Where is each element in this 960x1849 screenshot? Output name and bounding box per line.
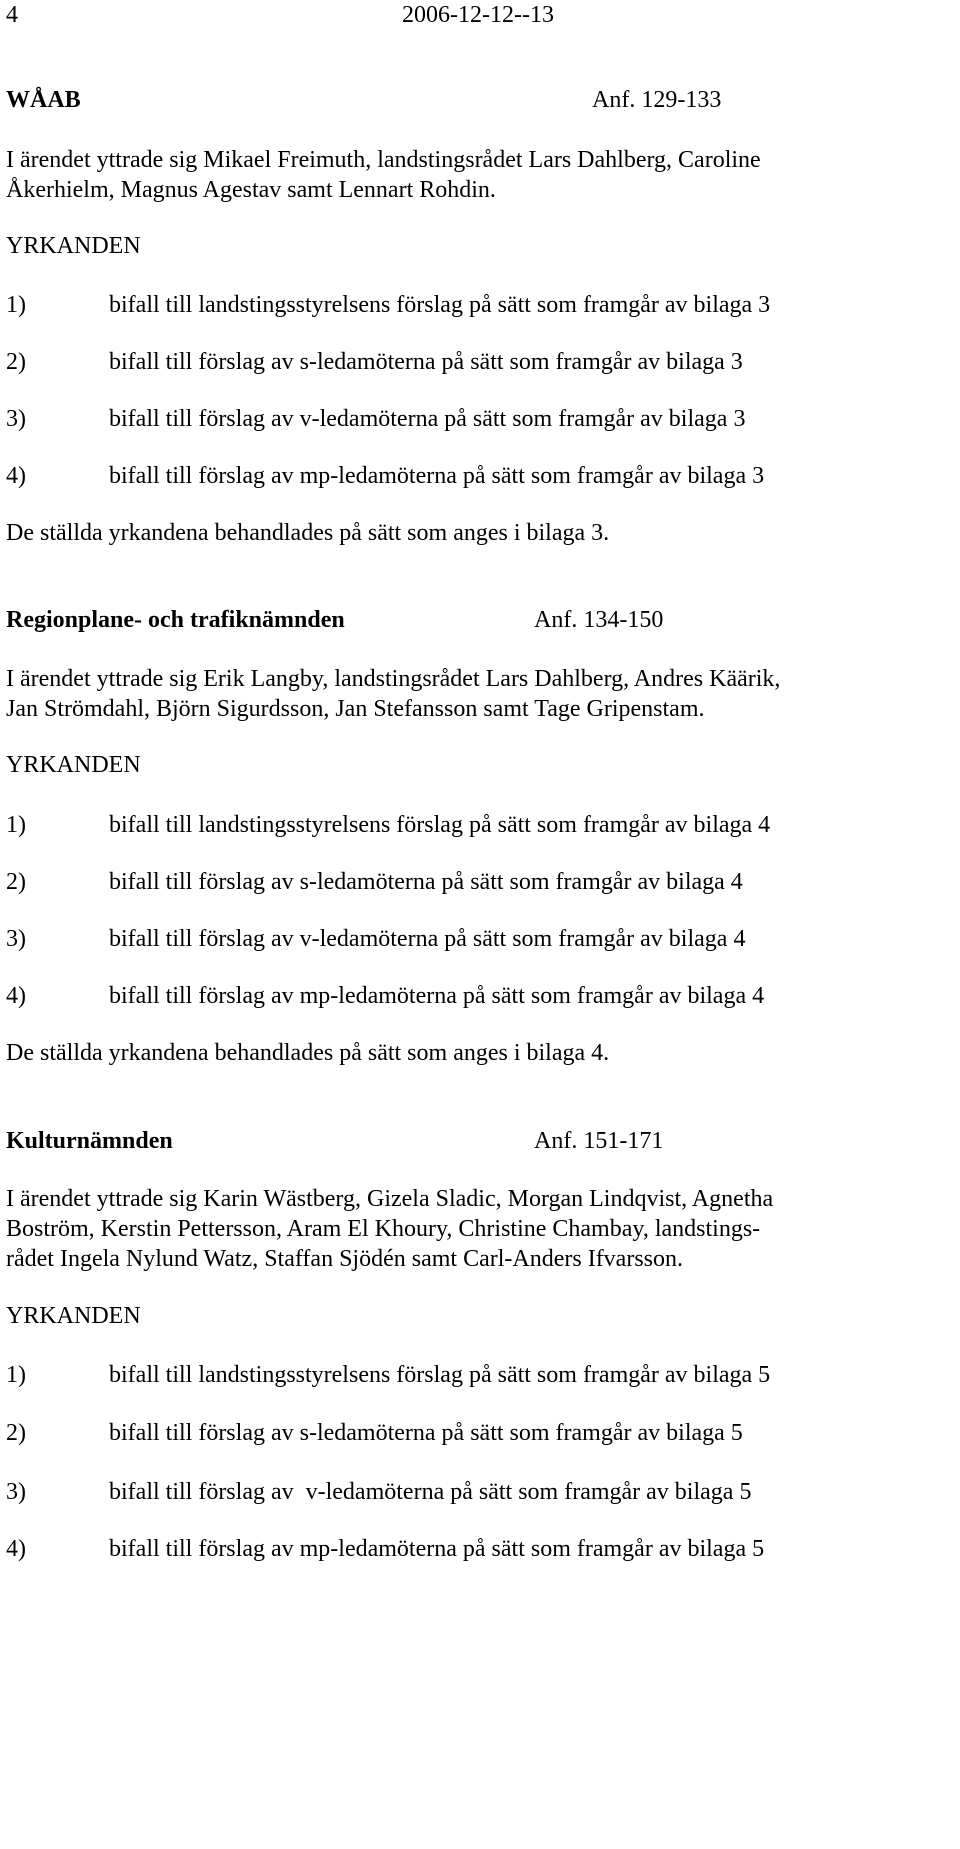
- speakers-line: Åkerhielm, Magnus Agestav samt Lennart Rohdin.: [6, 177, 496, 203]
- item-text: bifall till förslag av mp-ledamöterna på sätt som framgår av bilaga 4: [109, 983, 765, 1009]
- conclusion-text: De ställda yrkandena behandlades på sätt som anges i bilaga 4.: [6, 1040, 610, 1066]
- page-number: 4: [6, 2, 18, 28]
- item-number: 4): [6, 983, 26, 1009]
- item-text: bifall till förslag av mp-ledamöterna på sätt som framgår av bilaga 3: [109, 463, 765, 489]
- speakers-line: I ärendet yttrade sig Mikael Freimuth, landstingsrådet Lars Dahlberg, Caroline: [6, 147, 761, 173]
- yrkanden-heading: YRKANDEN: [6, 233, 141, 259]
- speakers-line: Boström, Kerstin Pettersson, Aram El Khoury, Christine Chambay, landstings-: [6, 1216, 761, 1242]
- item-number: 2): [6, 869, 26, 895]
- speakers-line: Jan Strömdahl, Björn Sigurdsson, Jan Stefansson samt Tage Gripenstam.: [6, 696, 705, 722]
- speakers-line: I ärendet yttrade sig Karin Wästberg, Gizela Sladic, Morgan Lindqvist, Agnetha: [6, 1186, 774, 1212]
- item-text: bifall till landstingsstyrelsens förslag på sätt som framgår av bilaga 5: [109, 1362, 771, 1388]
- item-number: 3): [6, 926, 26, 952]
- item-text: bifall till förslag av s-ledamöterna på sätt som framgår av bilaga 3: [109, 349, 743, 375]
- item-number: 4): [6, 1536, 26, 1562]
- speakers-line: I ärendet yttrade sig Erik Langby, landstingsrådet Lars Dahlberg, Andres Käärik,: [6, 666, 781, 692]
- item-number: 2): [6, 1420, 26, 1446]
- item-text: bifall till förslag av v-ledamöterna på sätt som framgår av bilaga 4: [109, 926, 746, 952]
- item-number: 1): [6, 812, 26, 838]
- anf-reference: Anf. 134-150: [534, 607, 664, 633]
- item-number: 3): [6, 1479, 26, 1505]
- item-number: 1): [6, 292, 26, 318]
- item-text: bifall till landstingsstyrelsens förslag på sätt som framgår av bilaga 4: [109, 812, 771, 838]
- item-number: 2): [6, 349, 26, 375]
- speakers-line: rådet Ingela Nylund Watz, Staffan Sjödén samt Carl-Anders Ifvarsson.: [6, 1246, 684, 1272]
- item-text: bifall till landstingsstyrelsens förslag på sätt som framgår av bilaga 3: [109, 292, 771, 318]
- anf-reference: Anf. 129-133: [592, 87, 722, 113]
- item-number: 4): [6, 463, 26, 489]
- conclusion-text: De ställda yrkandena behandlades på sätt som anges i bilaga 3.: [6, 520, 610, 546]
- document-date: 2006-12-12--13: [402, 2, 554, 28]
- section-title: Kulturnämnden: [6, 1128, 173, 1154]
- yrkanden-heading: YRKANDEN: [6, 752, 141, 778]
- section-title: Regionplane- och trafiknämnden: [6, 607, 345, 633]
- item-text: bifall till förslag av s-ledamöterna på sätt som framgår av bilaga 4: [109, 869, 743, 895]
- item-text: bifall till förslag av mp-ledamöterna på sätt som framgår av bilaga 5: [109, 1536, 765, 1562]
- item-text: bifall till förslag av v-ledamöterna på sätt som framgår av bilaga 5: [109, 1479, 752, 1505]
- yrkanden-heading: YRKANDEN: [6, 1303, 141, 1329]
- section-title: WÅAB: [6, 87, 81, 113]
- item-text: bifall till förslag av v-ledamöterna på sätt som framgår av bilaga 3: [109, 406, 746, 432]
- item-number: 3): [6, 406, 26, 432]
- item-text: bifall till förslag av s-ledamöterna på sätt som framgår av bilaga 5: [109, 1420, 743, 1446]
- item-number: 1): [6, 1362, 26, 1388]
- anf-reference: Anf. 151-171: [534, 1128, 664, 1154]
